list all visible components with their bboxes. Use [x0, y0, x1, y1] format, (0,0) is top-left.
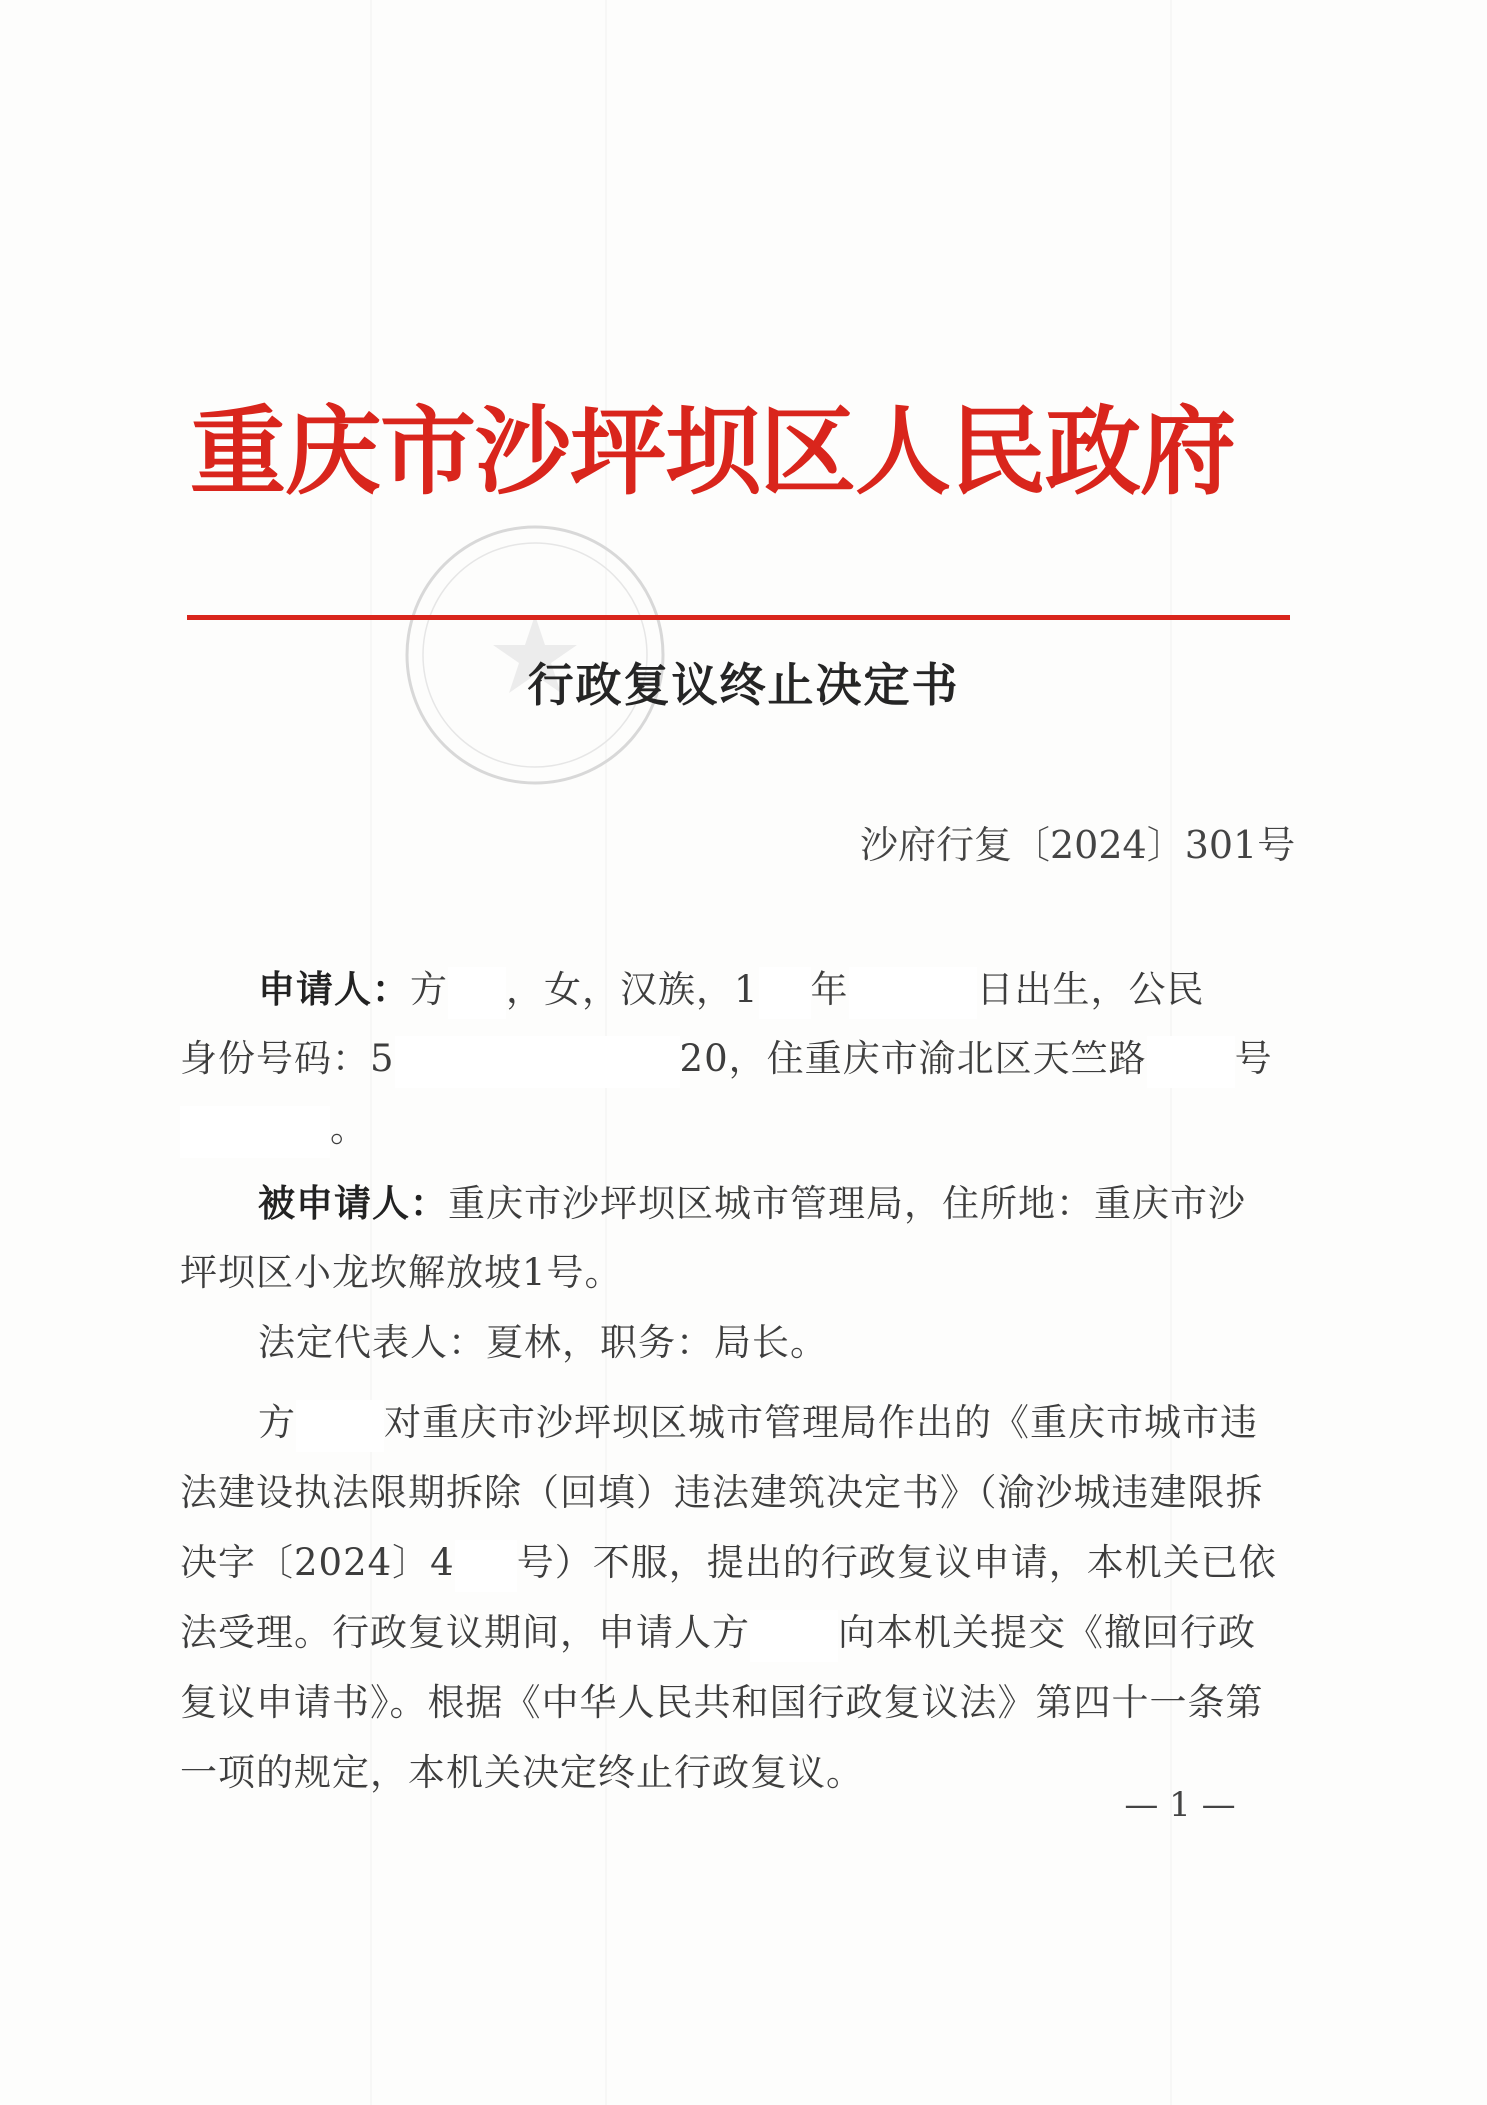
redaction-box: [296, 1400, 384, 1452]
redaction-box: [455, 1540, 517, 1592]
paragraph-line: 复议申请书》。根据《中华人民共和国行政复议法》第四十一条第: [180, 1681, 1264, 1724]
redaction-box: [180, 1106, 330, 1158]
paragraph-line: 法建设执法限期拆除（回填）违法建筑决定书》（渝沙城违建限拆: [180, 1471, 1264, 1514]
paragraph-line: 一项的规定，本机关决定终止行政复议。: [180, 1751, 864, 1794]
document-title: 行政复议终止决定书: [527, 658, 960, 712]
respondent-line: 被申请人：重庆市沙坪坝区城市管理局，住所地：重庆市沙: [258, 1181, 1246, 1225]
respondent-address-line: 坪坝区小龙坎解放坡1号。: [180, 1251, 623, 1294]
redaction-box: [759, 967, 811, 1019]
redaction-box: [395, 1036, 680, 1088]
respondent-label: 被申请人：: [258, 1181, 448, 1225]
paragraph-line: 决字〔2024〕4 号）不服，提出的行政复议申请，本机关已依: [180, 1528, 1280, 1598]
paragraph-line: 方 对重庆市沙坪坝区城市管理局作出的《重庆市城市违: [180, 1388, 1358, 1458]
page-number: — 1 —: [1124, 1785, 1236, 1825]
applicant-address-line: 。: [180, 1094, 1280, 1164]
redaction-box: [750, 1610, 838, 1662]
red-header-rule: [187, 615, 1290, 620]
redaction-box: [849, 967, 977, 1019]
redaction-box: [1147, 1036, 1235, 1088]
applicant-id-line: 身份号码：5 20，住重庆市渝北区天竺路 号: [180, 1024, 1280, 1094]
applicant-line: 申请人：方 ，女，汉族，1 年 日出生，公民: [180, 954, 1358, 1024]
paragraph-line: 法受理。行政复议期间，申请人方 向本机关提交《撤回行政: [180, 1598, 1280, 1668]
legal-representative-line: 法定代表人：夏林，职务：局长。: [258, 1321, 828, 1364]
document-number: 沙府行复〔2024〕301号: [860, 823, 1296, 867]
redaction-box: [448, 967, 506, 1019]
applicant-label: 申请人：: [258, 967, 410, 1011]
issuing-agency-header: 重庆市沙坪坝区人民政府: [190, 395, 1235, 508]
